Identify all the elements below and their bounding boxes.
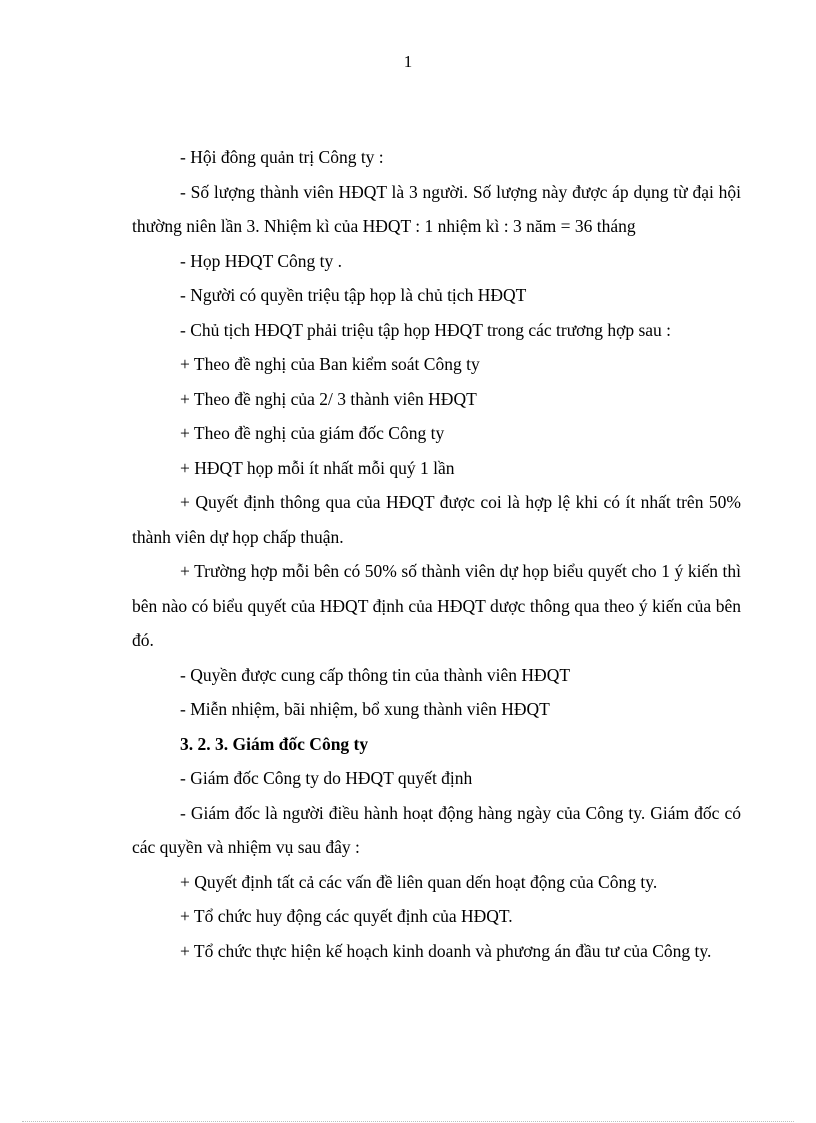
paragraph-board-size: - Số lượng thành viên HĐQT là 3 người. Số lượng này được áp dụng từ đại hội thường niên lần 3. Nhiệm kì của HĐQT : 1 nhiệm kì : 3 năm = 36 tháng [132, 181, 741, 236]
paragraph-director-appointment: - Giám đốc Công ty do HĐQT quyết định [180, 768, 473, 788]
paragraph-director-role: - Giám đốc là người điều hành hoạt động hàng ngày của Công ty. Giám đốc có các quyền và nhiệm vụ sau đây : [132, 802, 741, 857]
page-number: 1 [403, 52, 413, 71]
paragraph-dismissal: - Miễn nhiệm, bãi nhiệm, bổ xung thành viên HĐQT [180, 699, 550, 719]
paragraph-convener: - Người có quyền triệu tập họp là chủ tịch HĐQT [180, 285, 527, 305]
list-item-quarterly-meeting: + HĐQT họp mỗi ít nhất mỗi quý 1 lần [180, 457, 455, 478]
list-item-decide-issues: + Quyết định tất cả các vấn đề liên quan dến hoạt động của Công ty. [180, 871, 658, 892]
list-item-tie-vote: + Trường hợp mỗi bên có 50% số thành viên dự họp biểu quyết cho 1 ý kiến thì bên nào có biểu quyết của HĐQT định của HĐQT dược thông qua theo ý kiến của bên đó. [132, 561, 741, 650]
paragraph-information-right: - Quyền được cung cấp thông tin của thành viên HĐQT [180, 664, 571, 685]
paragraph-board-heading: - Hội đông quản trị Công ty : [180, 147, 384, 167]
paragraph-board-meeting: - Họp HĐQT Công ty . [180, 250, 343, 271]
list-item-organize-decisions: + Tổ chức huy động các quyết định của HĐQT. [180, 906, 513, 926]
list-item-director-request: + Theo đề nghị của giám đốc Công ty [180, 423, 445, 443]
document-body [132, 140, 741, 968]
section-heading-director: 3. 2. 3. Giám đốc Công ty [180, 733, 369, 754]
list-item-business-plan: + Tổ chức thực hiện kế hoạch kinh doanh và phương án đầu tư của Công ty. [180, 940, 712, 961]
list-item-decision-validity: + Quyết định thông qua của HĐQT được coi là hợp lệ khi có ít nhất trên 50% thành viên dự họp chấp thuận. [132, 492, 741, 547]
list-item-supervisory-request: + Theo đề nghị của Ban kiểm soát Công ty [180, 354, 480, 374]
paragraph-convening-cases: - Chủ tịch HĐQT phải triệu tập họp HĐQT trong các trương hợp sau : [180, 319, 672, 340]
page-bottom-divider [22, 1121, 794, 1122]
list-item-members-request: + Theo đề nghị của 2/ 3 thành viên HĐQT [180, 388, 477, 409]
